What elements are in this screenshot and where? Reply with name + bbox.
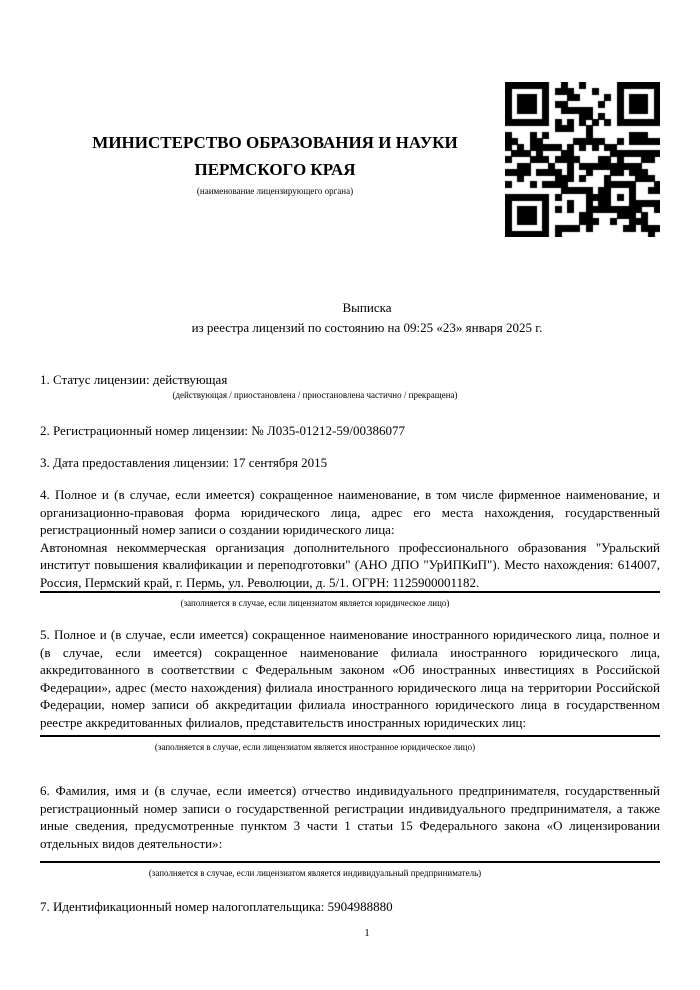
item-4-caption: (заполняется в случае, если лицензиатом является юридическое лицо) — [180, 598, 450, 608]
item-4-underline — [40, 591, 660, 593]
document-subtitle: из реестра лицензий по состоянию на 09:25 «23» января 2025 г. — [191, 320, 543, 335]
qr-code — [505, 82, 660, 237]
ministry-line-2: ПЕРМСКОГО КРАЯ — [194, 160, 356, 179]
item-6-blank-field-line — [40, 861, 660, 863]
page-number: 1 — [364, 927, 370, 939]
document-title: Выписка — [342, 300, 392, 315]
item-6-entrepreneur-block — [40, 782, 660, 883]
licensing-authority-name — [40, 129, 510, 183]
ministry-line-1: МИНИСТЕРСТВО ОБРАЗОВАНИЯ И НАУКИ — [92, 133, 458, 152]
item-3-license-grant-date: 3. Дата предоставления лицензии: 17 сентября 2015 — [40, 455, 328, 470]
item-7-taxpayer-number: 7. Идентификационный номер налогоплательщика: 5904988880 — [40, 899, 393, 914]
item-6-caption: (заполняется в случае, если лицензиатом является индивидуальный предприниматель) — [148, 868, 482, 878]
item-4-text: 4. Полное и (в случае, если имеется) сокращенное наименование, в том числе фирменное наименование, и организационно-правовая форма юридического лица, адрес его места нахождения, государственный регистрационный номер записи о создании юридического лица: — [40, 487, 660, 537]
item-6-text: 6. Фамилия, имя и (в случае, если имеется) отчество индивидуального предпринимателя, государственный регистрационный номер записи о государственной регистрации индивидуального предпринимателя, а также иные сведения, предусмотренные пунктом 3 части 1 статьи 15 Федерального закона «О лицензировании отдельных видов деятельности»: — [40, 783, 660, 851]
item-5-text: 5. Полное и (в случае, если имеется) сокращенное наименование иностранного юридического лица, полное и (в случае, если имеется) сокращенное наименование филиала иностранного юридического лица, аккредитованного в соответствии с Федеральным законом «Об иностранных инвестициях в Российской Федерации», адрес (место нахождения) филиала иностранного юридического лица на территории Российской Федерации, номер записи об аккредитации филиала иностранного юридического лица в государственном реестре аккредитованных филиалов, представительств иностранных юридических лиц: — [40, 627, 660, 730]
licensing-authority-caption: (наименование лицензирующего органа) — [196, 186, 354, 196]
item-4-value: Автономная некоммерческая организация дополнительного профессионального образования "Уральский институт повышения квалификации и переподготовки" (АНО ДПО "УрИПКиП"). Место нахождения: 614007, Россия, Пермский край, г. Пермь, ул. Революции, д. 5/1. ОГРН: 1125900001182. — [40, 539, 660, 590]
item-5-foreign-entity-block — [40, 626, 660, 757]
item-1-license-status: 1. Статус лицензии: действующая — [40, 372, 228, 387]
item-5-caption: (заполняется в случае, если лицензиатом является иностранное юридическое лицо) — [154, 742, 476, 752]
item-1-caption: (действующая / приостановлена / приостановлена частично / прекращена) — [172, 390, 458, 400]
item-5-blank-field-line — [40, 735, 660, 737]
item-2-registration-number: 2. Регистрационный номер лицензии: № Л035-01212-59/00386077 — [40, 423, 406, 438]
item-4-legal-entity-block — [40, 486, 660, 613]
document-title-block — [40, 298, 694, 338]
